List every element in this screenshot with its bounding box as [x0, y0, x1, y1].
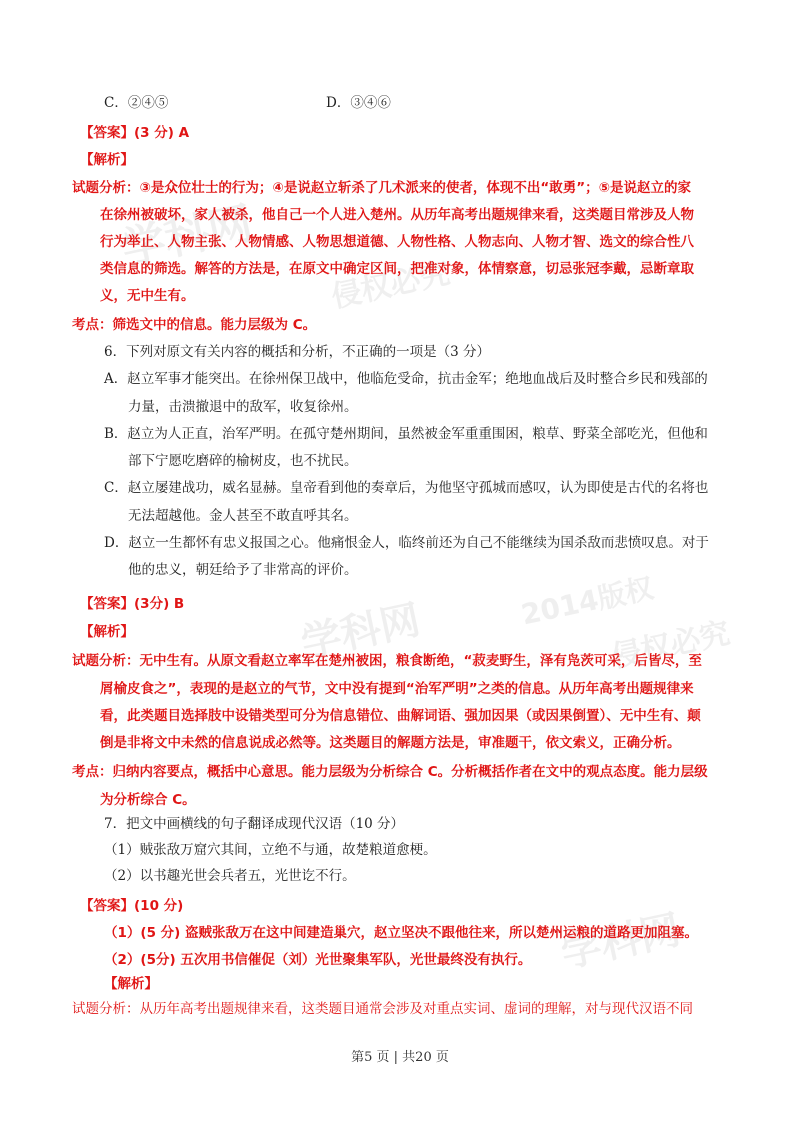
q6-analysis-line: 试题分析：无中生有。从原文看赵立率军在楚州被困，粮食断绝，“菽麦野生，泽有凫茨可采，后皆尽，至 [72, 653, 702, 669]
q6-option-c: C．赵立屡建战功，威名显赫。皇帝看到他的奏章后，为他坚守孤城而感叹，认为即使是古代的名将也 [104, 480, 709, 496]
page-footer: 第5 页 | 共20 页 [351, 1050, 449, 1065]
q6-option-d-cont: 他的忠义，朝廷给予了非常高的评价。 [128, 562, 358, 578]
q7-stem: 7．把文中画横线的句子翻译成现代汉语（10 分） [104, 816, 405, 832]
q5-analysis-line: 义，无中生有。 [100, 288, 195, 304]
watermark: 侵权必究 [328, 255, 454, 316]
q5-analysis-line: 行为举止、人物主张、人物情感、人物思想道德、人物性格、人物志向、人物才智、选文的综合性八 [100, 234, 694, 250]
q7-answer-line: （1）(5 分) 盗贼张敌万在这中间建造巢穴，赵立坚决不跟他往来，所以楚州运粮的道路更加阻塞。 [104, 925, 699, 941]
q6-analysis-line: 屑榆皮食之”，表现的是赵立的气节，文中没有提到“治军严明”之类的信息。从历年高考出题规律来 [100, 681, 694, 697]
q5-answer: 【答案】(3 分) A [80, 125, 190, 141]
q6-stem: 6．下列对原文有关内容的概括和分析，不正确的一项是（3 分） [104, 344, 490, 360]
q6-option-d: D．赵立一生都怀有忠义报国之心。他痛恨金人，临终前还为自己不能继续为国杀敌而悲愤叹息。对于 [104, 535, 709, 551]
watermark: 学科网 [297, 596, 425, 667]
q6-option-c-cont: 无法超越他。金人甚至不敢直呼其名。 [128, 508, 358, 524]
q5-analysis-line: 类信息的筛选。解答的方法是，在原文中确定区间，把准对象，体情察意，切忌张冠李戴，忌断章取 [100, 261, 694, 277]
q5-analysis-line: 在徐州被破坏，家人被杀，他自己一个人进入楚州。从历年高考出题规律来看，这类题目常涉及人物 [100, 207, 694, 223]
q7-item: （2）以书趣光世会兵者五，光世讫不行。 [104, 868, 356, 884]
q6-option-b-cont: 部下宁愿吃磨碎的榆树皮，也不扰民。 [128, 453, 358, 469]
q6-kaodian-cont: 为分析综合 C。 [100, 792, 196, 808]
q6-answer: 【答案】(3分) B [80, 596, 185, 612]
q6-option-a: A．赵立军事才能突出。在徐州保卫战中，他临危受命，抗击金军；绝地血战后及时整合乡民和残部的 [104, 371, 708, 387]
watermark: 学科网 [557, 906, 685, 977]
q5-analysis-label: 【解析】 [80, 152, 134, 168]
q5-kaodian: 考点：筛选文中的信息。能力层级为 C。 [72, 317, 317, 333]
q7-answer: 【答案】(10 分) [80, 898, 184, 914]
q7-analysis-label: 【解析】 [104, 976, 158, 992]
q6-analysis-line: 看，此类题目选择肢中设错类型可分为信息错位、曲解词语、强加因果（或因果倒置）、无中生有、颠 [100, 708, 701, 724]
q6-option-a-cont: 力量，击溃撤退中的敌军，收复徐州。 [128, 399, 358, 415]
option-d: D．③④⑥ [326, 95, 391, 111]
option-c: C．②④⑤ [104, 95, 169, 111]
q6-analysis-label: 【解析】 [80, 624, 134, 640]
q6-kaodian: 考点：归纳内容要点，概括中心意思。能力层级为分析综合 C。分析概括作者在文中的观点态度。能力层级 [72, 764, 708, 780]
q7-answer-line: （2）(5分) 五次用书信催促（刘）光世聚集军队，光世最终没有执行。 [104, 952, 532, 968]
q7-item: （1）贼张敌万窟穴其间，立绝不与通，故楚粮道愈梗。 [104, 842, 437, 858]
q6-analysis-line: 倒是非将文中未然的信息说成必然等。这类题目的解题方法是，审准题干，依文索义，正确分析。 [100, 735, 681, 751]
watermark: 侵权必究 [608, 615, 734, 676]
q7-analysis-line: 试题分析：从历年高考出题规律来看，这类题目通常会涉及对重点实词、虚词的理解，对与现代汉语不同 [72, 1001, 693, 1017]
watermark: 2014版权 [518, 571, 657, 632]
q6-option-b: B．赵立为人正直，治军严明。在孤守楚州期间，虽然被金军重重围困，粮草、野菜全部吃光，但他和 [104, 426, 708, 442]
watermark: 学科网 [117, 197, 257, 276]
q5-analysis-line: 试题分析：③是众位壮士的行为；④是说赵立斩杀了几术派来的使者，体现不出“敢勇”；⑤是说赵立的家 [72, 180, 692, 196]
